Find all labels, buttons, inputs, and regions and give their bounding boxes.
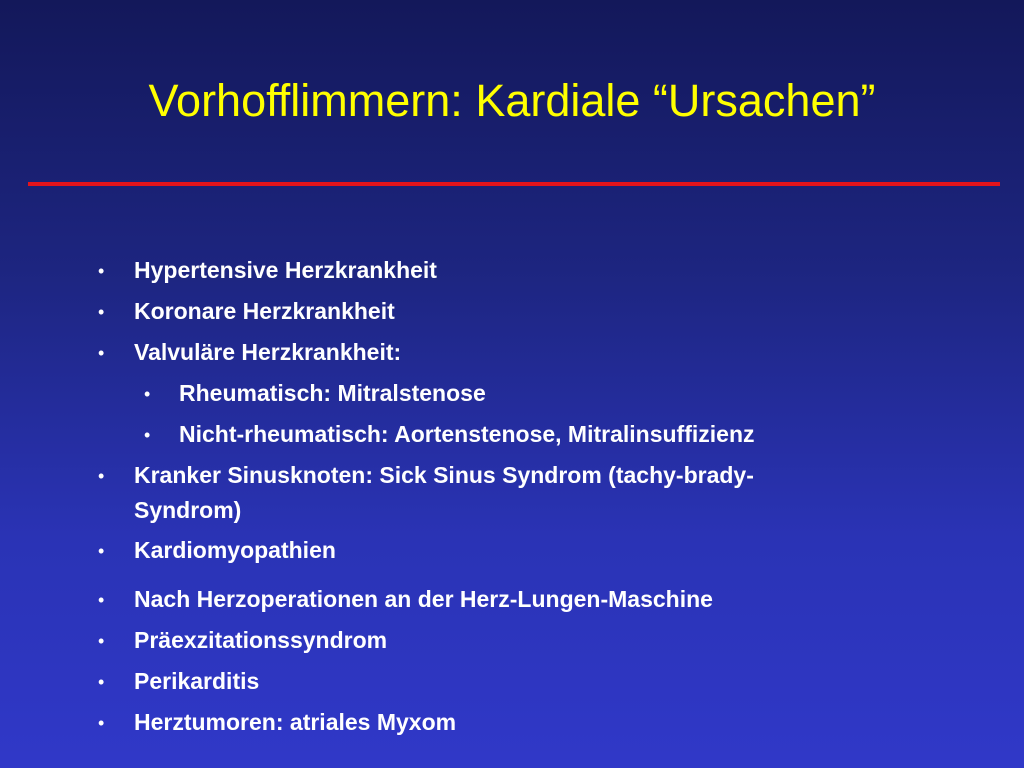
list-item-text: Herztumoren: atriales Myxom — [134, 709, 457, 735]
list-item-text: Valvuläre Herzkrankheit: — [134, 339, 402, 365]
bullet-marker: • — [98, 590, 105, 610]
list-item-text: Nach Herzoperationen an der Herz-Lungen-Maschine — [134, 586, 713, 612]
bullet-marker: • — [98, 541, 105, 561]
bullet-marker: • — [144, 384, 151, 404]
bullet-marker: • — [98, 343, 105, 363]
bullet-marker: • — [98, 631, 105, 651]
list-item-text: Kranker Sinusknoten: Sick Sinus Syndrom (tachy-brady- — [134, 462, 754, 488]
list-item-text: Nicht-rheumatisch: Aortenstenose, Mitralinsuffizienz — [179, 421, 755, 447]
bullet-marker: • — [98, 713, 105, 733]
list-item-text: Präexzitationssyndrom — [134, 627, 388, 653]
list-item-text-continued: Syndrom) — [134, 497, 242, 523]
bullet-marker: • — [98, 261, 105, 281]
list-item-text: Koronare Herzkrankheit — [134, 298, 395, 324]
list-item-text: Perikarditis — [134, 668, 260, 694]
slide-title: Vorhofflimmern: Kardiale “Ursachen” — [148, 75, 876, 126]
list-item-text: Rheumatisch: Mitralstenose — [179, 380, 486, 406]
list-item-text: Kardiomyopathien — [134, 537, 336, 563]
bullet-marker: • — [98, 302, 105, 322]
list-item-text: Hypertensive Herzkrankheit — [134, 257, 437, 283]
bullet-marker: • — [98, 672, 105, 692]
bullet-marker: • — [98, 466, 105, 486]
bullet-marker: • — [144, 425, 151, 445]
